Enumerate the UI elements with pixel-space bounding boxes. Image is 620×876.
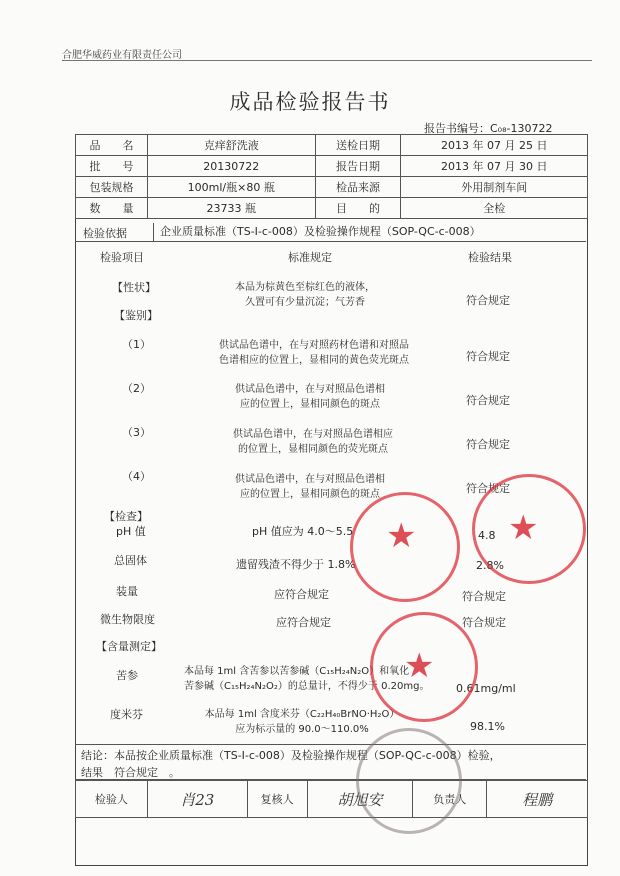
id1-label: （1） bbox=[122, 338, 151, 351]
section-character: 【性状】 bbox=[112, 281, 156, 294]
conclusion-line: 结论：本品按企业质量标准（TS-I-c-008）及检验操作规程（SOP-QC-c-008）检验， bbox=[81, 749, 501, 762]
table-row bbox=[76, 156, 588, 177]
id3-label: （3） bbox=[122, 426, 151, 439]
basis-value: 企业质量标准（TS-I-c-008）及检验操作规程（SOP-QC-c-008） bbox=[153, 223, 481, 241]
micro-standard: 应符合规定 bbox=[276, 616, 331, 629]
ph-label: pH 值 bbox=[116, 525, 146, 538]
column-standard: 标准规定 bbox=[288, 251, 332, 264]
column-result: 检验结果 bbox=[468, 251, 512, 264]
id2-result: 符合规定 bbox=[466, 394, 510, 407]
micro-result: 符合规定 bbox=[462, 616, 506, 629]
character-standard bbox=[200, 280, 410, 310]
table-row bbox=[76, 135, 588, 156]
micro-label: 微生物限度 bbox=[100, 613, 155, 626]
dumifen-standard bbox=[202, 707, 402, 737]
kushen-label: 苦参 bbox=[116, 669, 138, 682]
section-assay: 【含量测定】 bbox=[96, 640, 162, 653]
standard-line: 久置可有少量沉淀；气芳香 bbox=[245, 297, 365, 308]
conclusion-line: 结果 符合规定 。 bbox=[81, 766, 180, 779]
id4-label: （4） bbox=[122, 470, 151, 483]
solids-standard: 遗留残渣不得少于 1.8% bbox=[236, 558, 356, 571]
table-row bbox=[76, 177, 588, 198]
character-result: 符合规定 bbox=[466, 294, 510, 307]
responsible-signature: 程鹏 bbox=[487, 781, 588, 818]
spec-label: 包装规格 bbox=[76, 177, 148, 198]
ph-result: 4.8 bbox=[478, 529, 496, 542]
table-row bbox=[76, 198, 588, 219]
id1-result: 符合规定 bbox=[466, 350, 510, 363]
send-date: 2013 年 07 月 25 日 bbox=[401, 135, 588, 156]
standard-line: 应的位置上，显相同颜色的斑点 bbox=[240, 489, 380, 500]
table-row bbox=[76, 781, 588, 818]
product-name-label: 品 名 bbox=[76, 135, 148, 156]
seal-star-icon: ★ bbox=[404, 646, 435, 686]
standard-line: 供试品色谱中，在与对照品色谱相 bbox=[235, 474, 385, 485]
kushen-result: 0.61mg/ml bbox=[456, 682, 516, 695]
inspector-label: 检验人 bbox=[76, 781, 148, 818]
page-title: 成品检验报告书 bbox=[229, 90, 391, 114]
report-number: 报告书编号：C₀₈-130722 bbox=[424, 122, 553, 135]
id3-result: 符合规定 bbox=[466, 438, 510, 451]
solids-result: 2.8% bbox=[476, 559, 504, 572]
grey-seal bbox=[356, 728, 462, 834]
standard-line: 色谱相应的位置上，显相同的黄色荧光斑点 bbox=[219, 355, 409, 366]
product-info-table bbox=[75, 134, 588, 219]
test-basis-row bbox=[75, 223, 586, 242]
quantity-label: 数 量 bbox=[76, 198, 148, 219]
sample-source: 外用制剂车间 bbox=[401, 177, 588, 198]
source-label: 检品来源 bbox=[315, 177, 401, 198]
section-identification: 【鉴别】 bbox=[114, 309, 158, 322]
reviewer-signature: 胡旭安 bbox=[307, 781, 413, 818]
id2-label: （2） bbox=[122, 382, 151, 395]
purpose-label: 目 的 bbox=[315, 198, 401, 219]
standard-line: 供试品色谱中，在与对照品色谱相应 bbox=[233, 429, 393, 440]
product-name: 克痒舒洗液 bbox=[147, 135, 315, 156]
header-rule bbox=[62, 60, 592, 61]
dumifen-result: 98.1% bbox=[470, 720, 505, 733]
reviewer-label: 复核人 bbox=[247, 781, 307, 818]
standard-line: 苦参碱（C₁₅H₂₄N₂O₂）的总量计，不得少于 0.20mg。 bbox=[184, 681, 430, 692]
fill-standard: 应符合规定 bbox=[274, 588, 329, 601]
standard-line: 供试品色谱中，在与对照药材色谱和对照品 bbox=[219, 340, 409, 351]
report-date: 2013 年 07 月 30 日 bbox=[401, 156, 588, 177]
standard-line: 应为标示量的 90.0～110.0% bbox=[235, 724, 369, 735]
fill-label: 装量 bbox=[116, 585, 138, 598]
id3-standard bbox=[208, 427, 418, 457]
standard-line: 本品为棕黄色至棕红色的液体， bbox=[235, 282, 375, 293]
send-date-label: 送检日期 bbox=[315, 135, 401, 156]
solids-label: 总固体 bbox=[114, 554, 147, 567]
company-name: 合肥华威药业有限责任公司 bbox=[62, 50, 182, 61]
quantity: 23733 瓶 bbox=[147, 198, 315, 219]
id1-standard bbox=[196, 338, 432, 368]
section-inspection: 【检查】 bbox=[104, 510, 148, 523]
inspector-signature: 肖23 bbox=[147, 781, 247, 818]
responsible-label: 负责人 bbox=[413, 781, 487, 818]
fill-result: 符合规定 bbox=[462, 590, 506, 603]
standard-line: 应的位置上，显相同颜色的斑点 bbox=[240, 399, 380, 410]
standard-line: 本品每 1ml 含度米芬（C₂₂H₄₀BrNO·H₂O） bbox=[204, 709, 400, 720]
basis-label: 检验依据 bbox=[83, 227, 127, 240]
column-item: 检验项目 bbox=[100, 251, 144, 264]
seal-star-icon: ★ bbox=[508, 508, 539, 548]
purpose: 全检 bbox=[401, 198, 588, 219]
batch-number: 20130722 bbox=[147, 156, 315, 177]
package-spec: 100ml/瓶×80 瓶 bbox=[147, 177, 315, 198]
id4-result: 符合规定 bbox=[466, 482, 510, 495]
standard-line: 的位置上，显相同颜色的荧光斑点 bbox=[238, 444, 388, 455]
conclusion bbox=[75, 744, 586, 780]
seal-star-icon: ★ bbox=[386, 516, 417, 556]
standard-line: 供试品色谱中，在与对照品色谱相 bbox=[235, 384, 385, 395]
dumifen-label: 度米芬 bbox=[110, 708, 143, 721]
signature-table bbox=[75, 780, 588, 818]
standard-line: 本品每 1ml 含苦参以苦参碱（C₁₅H₂₄N₂O）和氧化 bbox=[184, 666, 410, 677]
report-date-label: 报告日期 bbox=[315, 156, 401, 177]
batch-label: 批 号 bbox=[76, 156, 148, 177]
id2-standard bbox=[210, 382, 410, 412]
ph-standard: pH 值应为 4.0～5.5 bbox=[252, 525, 354, 538]
